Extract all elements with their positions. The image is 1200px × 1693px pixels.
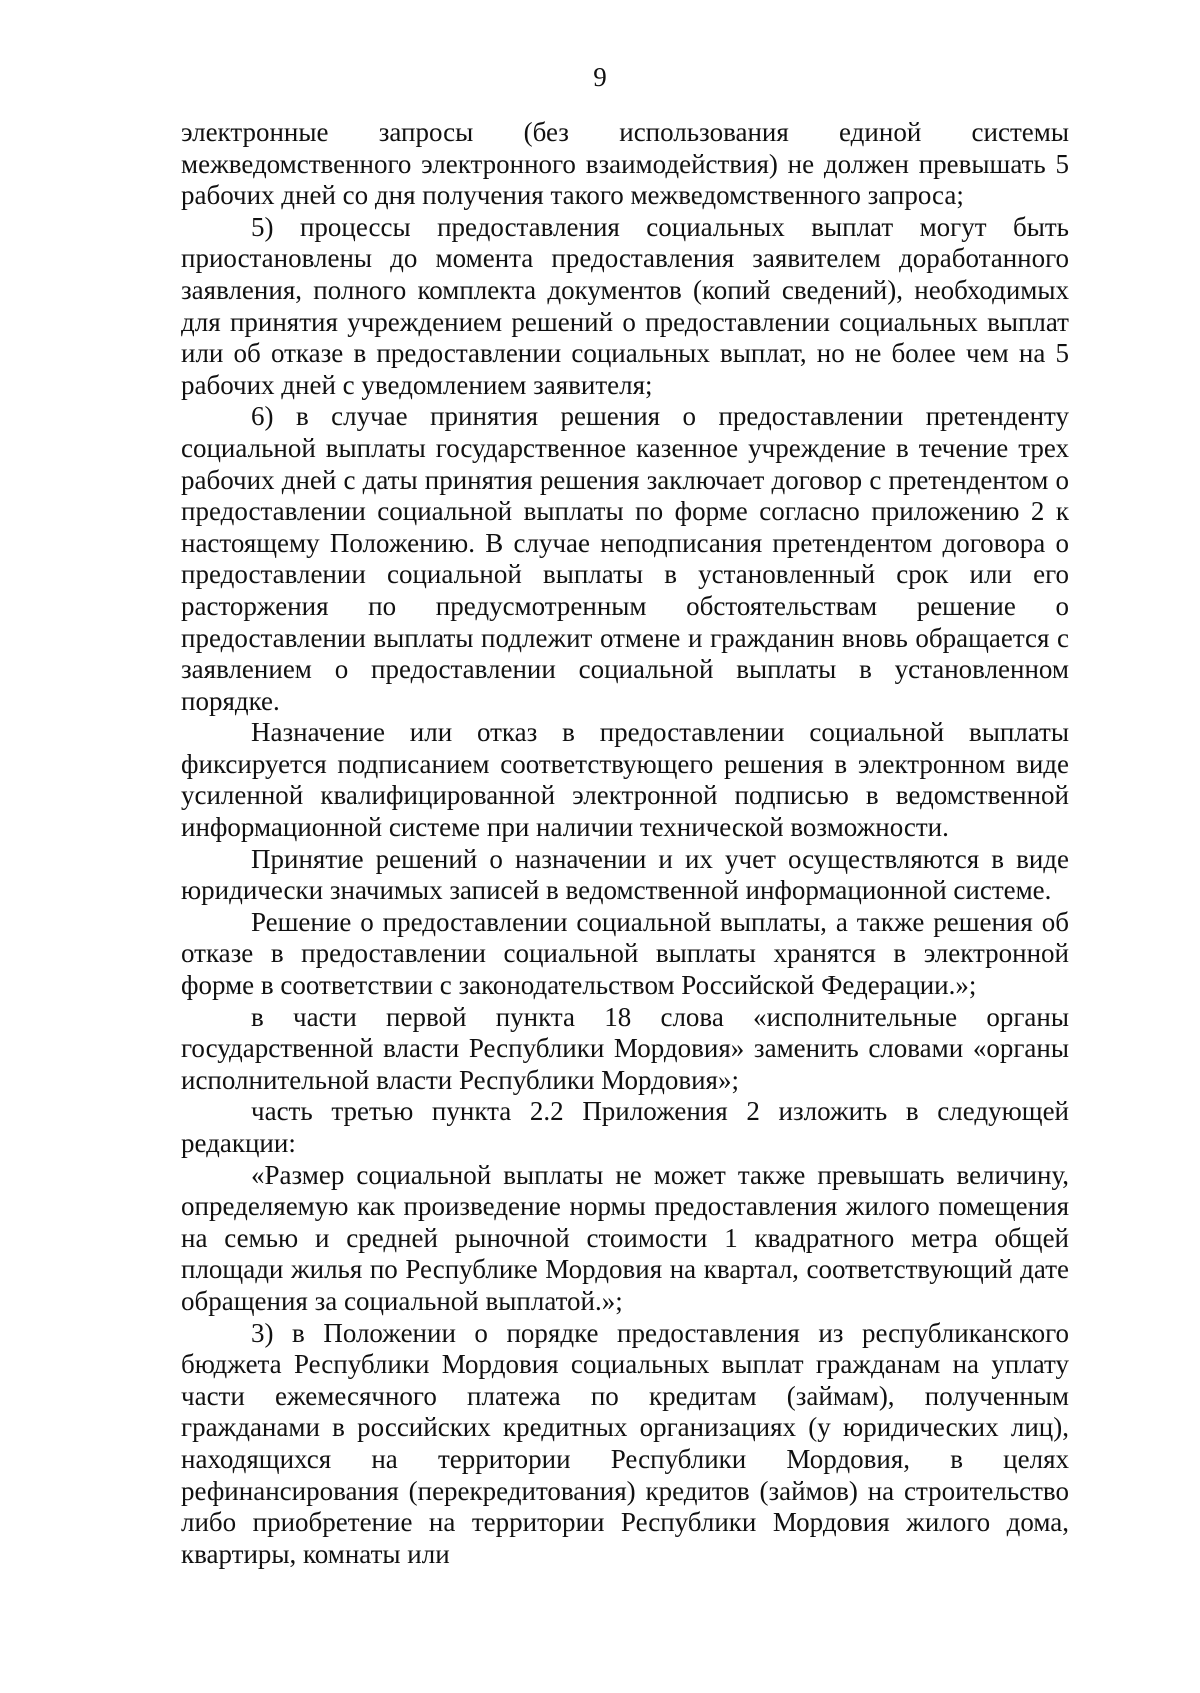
paragraph-assignment: Назначение или отказ в предоставлении социальной выплаты фиксируется подписанием соответствующего решения в электронном виде усиленной квалифицированной электронной подписью в ведомственной информационной системе при наличии технической возможности. — [181, 717, 1069, 843]
paragraph-continuation: электронные запросы (без использования единой системы межведомственного электронного взаимодействия) не должен превышать 5 рабочих дней со дня получения такого межведомственного запроса; — [181, 117, 1069, 211]
paragraph-amendment-item-2-2: часть третью пункта 2.2 Приложения 2 изложить в следующей редакции: — [181, 1096, 1069, 1158]
paragraph-item-3: 3) в Положении о порядке предоставления из республиканского бюджета Республики Мордовия социальных выплат гражданам на уплату части ежемесячного платежа по кредитам (займам), полученным гражданами в российских кредитных организациях (у юридических лиц), находящихся на территории Республики Мордовия, в целях рефинансирования (перекредитования) кредитов (займов) на строительство либо приобретение на территории Республики Мордовия жилого дома, квартиры, комнаты или — [181, 1317, 1069, 1569]
paragraph-quoted-wording: «Размер социальной выплаты не может также превышать величину, определяемую как произведение нормы предоставления жилого помещения на семью и средней рыночной стоимости 1 квадратного метра общей площади жилья по Республике Мордовия на квартал, соответствующий дате обращения за социальной выплатой.»; — [181, 1159, 1069, 1316]
paragraph-decisions-records: Принятие решений о назначении и их учет осуществляются в виде юридически значимых записей в ведомственной информационной системе. — [181, 843, 1069, 906]
paragraph-item-5: 5) процессы предоставления социальных выплат могут быть приостановлены до момента предоставления заявителем доработанного заявления, полного комплекта документов (копий сведений), необходимых для принятия учреждением решений о предоставлении социальных выплат или об отказе в предоставлении социальных выплат, но не более чем на 5 рабочих дней с уведомлением заявителя; — [181, 211, 1069, 400]
paragraph-amendment-item-18: в части первой пункта 18 слова «исполнительные органы государственной власти Республики Мордовия» заменить словами «органы исполнительной власти Республики Мордовия»; — [181, 1001, 1069, 1095]
page-number: 9 — [593, 62, 607, 92]
document-body — [181, 117, 1069, 1570]
paragraph-decisions-storage: Решение о предоставлении социальной выплаты, а также решения об отказе в предоставлении социальной выплаты хранятся в электронной форме в соответствии с законодательством Российской Федерации.»; — [181, 906, 1069, 1001]
paragraph-item-6: 6) в случае принятия решения о предоставлении претенденту социальной выплаты государственное казенное учреждение в течение трех рабочих дней с даты принятия решения заключает договор с претендентом о предоставлении социальной выплаты по форме согласно приложению 2 к настоящему Положению. В случае неподписания претендентом договора о предоставлении социальной выплаты в установленный срок или его расторжения по предусмотренным обстоятельствам решение о предоставлении выплаты подлежит отмене и гражданин вновь обращается с заявлением о предоставлении социальной выплаты в установленном порядке. — [181, 401, 1069, 716]
